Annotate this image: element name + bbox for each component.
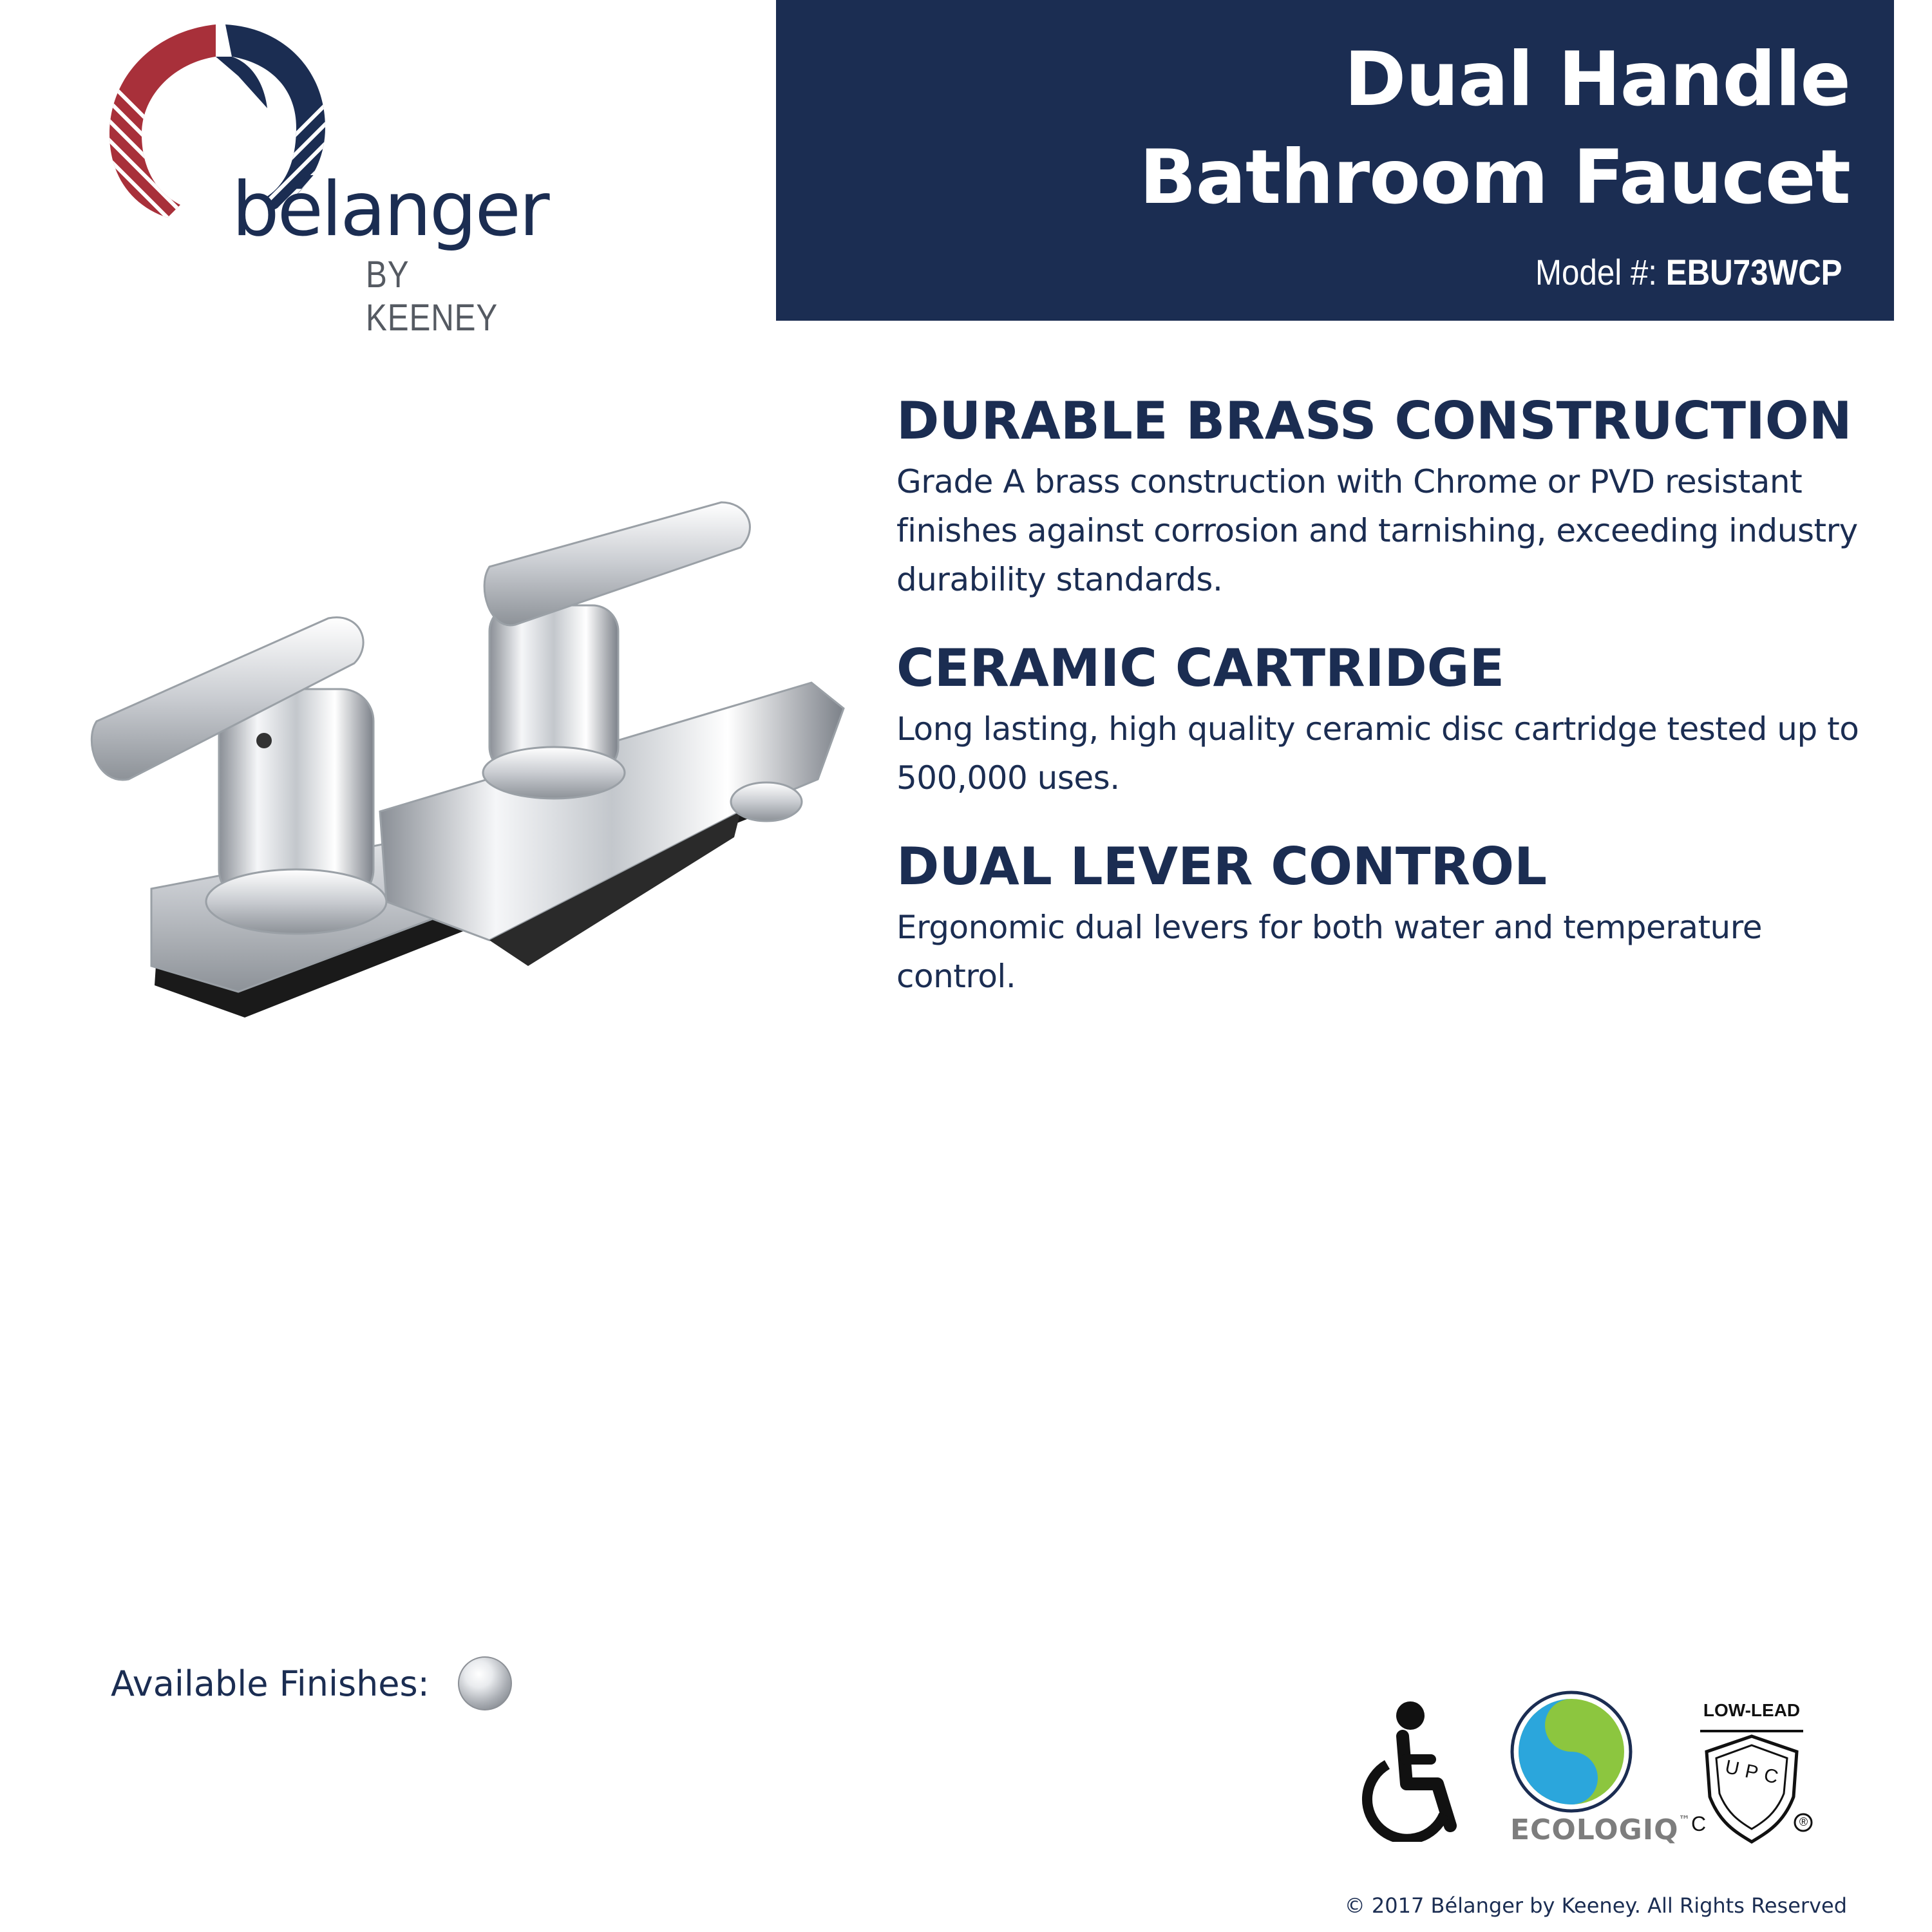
faucet-product-image <box>77 477 876 1043</box>
feature-text: Long lasting, high quality ceramic disc cartridge tested up to 500,000 uses. <box>896 710 1859 797</box>
page-title <box>1139 31 1850 227</box>
feature-title: DUAL LEVER CONTROL <box>896 837 1548 896</box>
brand-name: bélanger <box>232 166 548 253</box>
ecologiq-trademark: ™ <box>1678 1814 1691 1827</box>
title-line-2: Bathroom Faucet <box>1139 134 1850 221</box>
ecologiq-icon <box>1507 1687 1636 1816</box>
copyright-notice: © 2017 Bélanger by Keeney. All Rights Reserved <box>1344 1893 1847 1918</box>
upc-low-lead-text: LOW-LEAD <box>1703 1700 1801 1720</box>
brand-subtitle: BY KEENEY <box>366 254 498 339</box>
model-number <box>1535 251 1842 293</box>
feature-list <box>896 385 1888 1029</box>
finishes-label: Available Finishes: <box>111 1663 430 1704</box>
wheelchair-accessible-icon <box>1347 1700 1463 1842</box>
available-finishes <box>111 1656 512 1710</box>
feature-text: Ergonomic dual levers for both water and temperature control. <box>896 909 1762 995</box>
title-line-1: Dual Handle <box>1344 36 1850 123</box>
brand-logo <box>103 24 548 339</box>
chrome-finish-swatch <box>458 1656 512 1710</box>
ecologiq-label <box>1510 1814 1691 1846</box>
upc-registered-text: ® <box>1799 1815 1808 1828</box>
upc-mark-text: UPC <box>1723 1756 1786 1790</box>
feature-item <box>896 632 1888 802</box>
upc-low-lead-badge <box>1687 1694 1816 1848</box>
feature-item <box>896 385 1888 604</box>
ecologiq-text: ECOLOGIQ <box>1510 1814 1679 1846</box>
feature-text: Grade A brass construction with Chrome or PVD resistant finishes against corrosion and tarnishing, exceeding industry durability standards. <box>896 463 1858 598</box>
model-label: Model #: <box>1535 252 1658 292</box>
title-banner <box>776 0 1894 321</box>
feature-title: DURABLE BRASS CONSTRUCTION <box>896 391 1852 451</box>
upc-c-text: C <box>1691 1812 1707 1835</box>
model-value: EBU73WCP <box>1666 252 1842 292</box>
feature-title: CERAMIC CARTRIDGE <box>896 638 1505 698</box>
feature-item <box>896 831 1888 1001</box>
